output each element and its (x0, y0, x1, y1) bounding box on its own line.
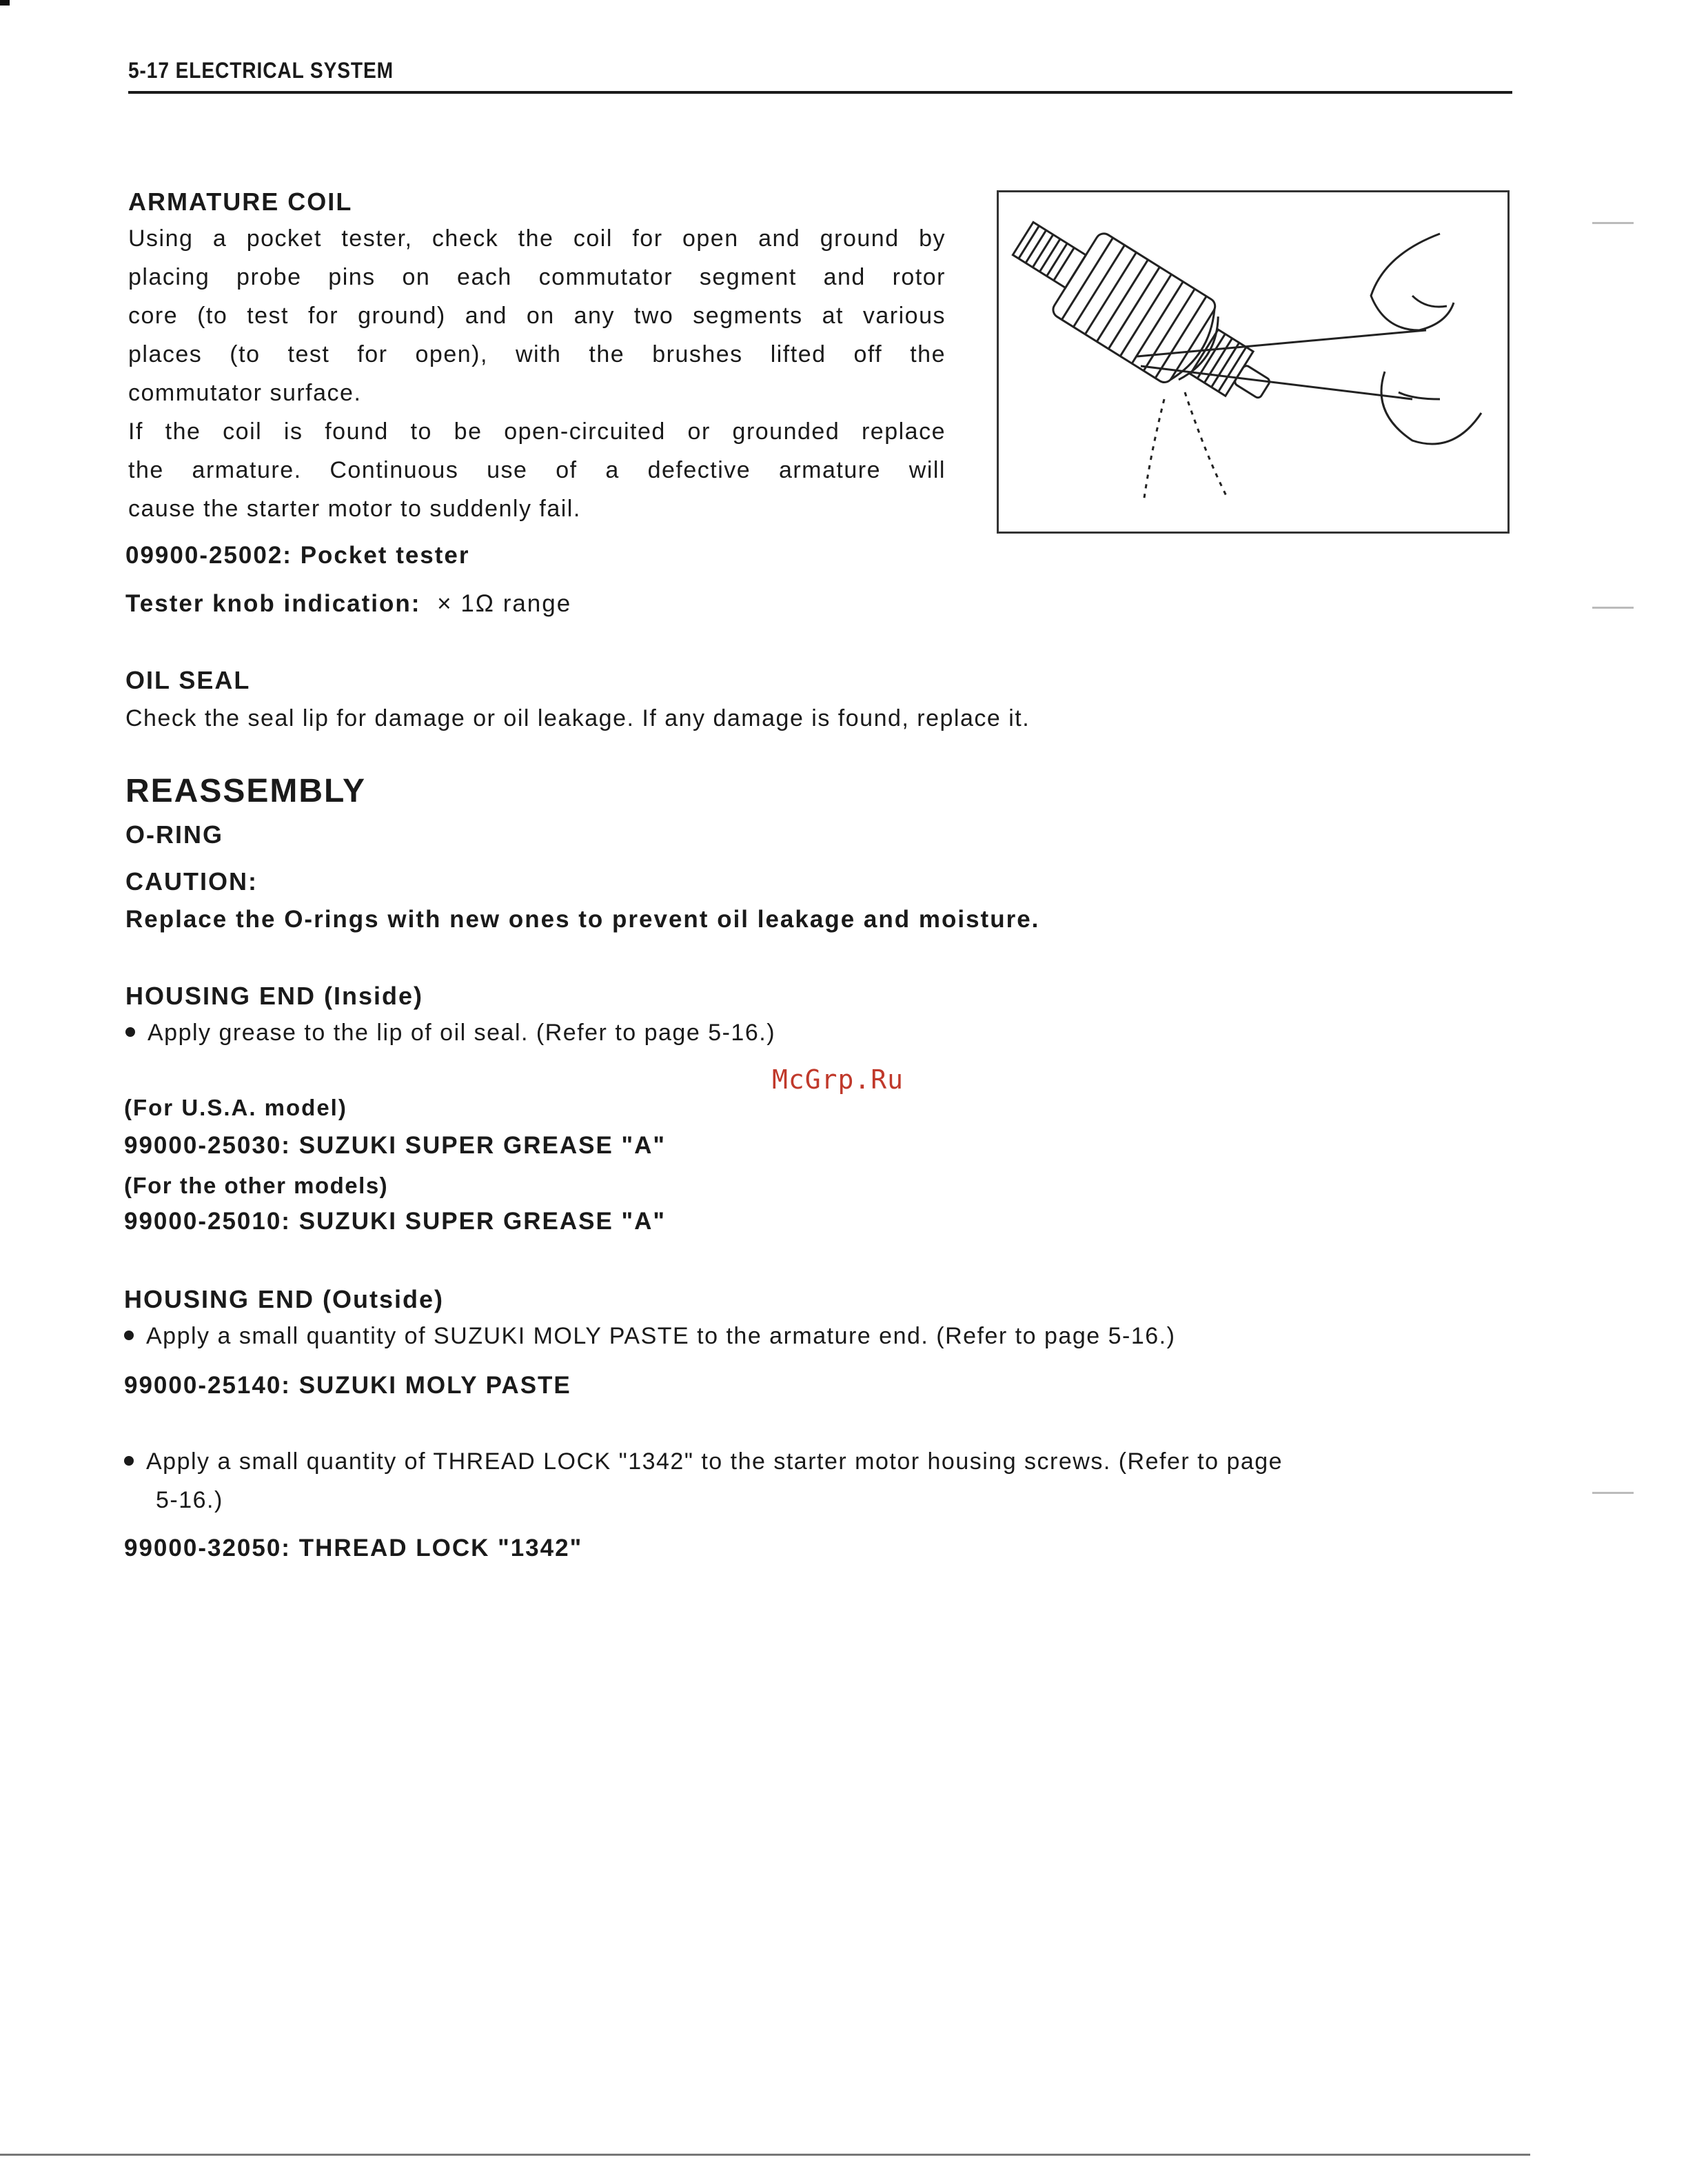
thread-lock-part-number: 99000-32050: THREAD LOCK "1342" (124, 1535, 583, 1561)
thread-lock-bullet-text: Apply a small quantity of THREAD LOCK "1342" to the starter motor housing screws. (Refer to page (146, 1448, 1283, 1475)
thread-lock-bullet (124, 1442, 1283, 1481)
watermark: McGrp.Ru (772, 1064, 904, 1095)
tester-knob-indication (125, 590, 571, 618)
page-corner-mark (0, 0, 10, 6)
text-line: core (to test for ground) and on any two segments at various (128, 303, 946, 329)
tester-knob-label: Tester knob indication: (125, 590, 421, 617)
armature-test-figure (997, 190, 1510, 534)
bullet-icon (124, 1331, 134, 1340)
text-line: the armature. Continuous use of a defective armature will (128, 457, 946, 483)
caution-heading: CAUTION: (125, 867, 258, 896)
armature-coil-paragraph-2 (128, 412, 946, 528)
usa-model-label: (For U.S.A. model) (124, 1095, 347, 1120)
o-ring-heading: O-RING (125, 820, 223, 849)
scan-edge-mark (1592, 607, 1634, 609)
text-line: cause the starter motor to suddenly fail. (128, 496, 581, 522)
hand-upper (1371, 234, 1454, 330)
scan-edge-mark (1592, 1492, 1634, 1494)
armature-test-illustration (999, 192, 1507, 532)
text-line: placing probe pins on each commutator segment and rotor (128, 264, 946, 290)
housing-end-outside-heading: HOUSING END (Outside) (124, 1285, 445, 1313)
bullet-icon (125, 1027, 135, 1037)
tester-probe-upper (1137, 330, 1426, 356)
footer-rule (0, 2154, 1530, 2156)
text-line: If the coil is found to be open-circuited or grounded replace (128, 418, 946, 445)
moly-paste-part-number: 99000-25140: SUZUKI MOLY PASTE (124, 1372, 571, 1399)
scan-edge-mark (1592, 222, 1634, 224)
header-rule (128, 91, 1512, 94)
bullet-icon (124, 1456, 134, 1466)
housing-inside-bullet (125, 1013, 775, 1052)
text-line: commutator surface. (128, 380, 362, 406)
housing-outside-bullet-text: Apply a small quantity of SUZUKI MOLY PASTE to the armature end. (Refer to page 5-16.) (146, 1323, 1176, 1349)
thread-lock-bullet-continuation: 5-16.) (156, 1487, 223, 1513)
housing-outside-bullet (124, 1317, 1175, 1355)
tester-knob-value: × 1Ω range (437, 590, 572, 617)
pocket-tester-part-number: 09900-25002: Pocket tester (125, 542, 470, 569)
text-line: Using a pocket tester, check the coil for open and ground by (128, 225, 946, 252)
armature-coil-heading: ARMATURE COIL (128, 188, 353, 216)
text-line: places (to test for open), with the brushes lifted off the (128, 341, 946, 367)
other-models-label: (For the other models) (124, 1173, 389, 1198)
reassembly-heading: REASSEMBLY (125, 773, 366, 809)
housing-inside-bullet-text: Apply grease to the lip of oil seal. (Refer to page 5-16.) (148, 1020, 776, 1046)
armature-coil-paragraph-1 (128, 219, 946, 412)
hand-lower (1381, 372, 1481, 444)
other-grease-part-number: 99000-25010: SUZUKI SUPER GREASE "A" (124, 1208, 666, 1235)
test-lead-1 (1144, 399, 1164, 503)
page-header: 5-17 ELECTRICAL SYSTEM (128, 58, 394, 83)
housing-end-inside-heading: HOUSING END (Inside) (125, 982, 424, 1010)
oil-seal-heading: OIL SEAL (125, 666, 251, 694)
oil-seal-text: Check the seal lip for damage or oil leakage. If any damage is found, replace it. (125, 705, 1030, 731)
usa-grease-part-number: 99000-25030: SUZUKI SUPER GREASE "A" (124, 1132, 666, 1159)
test-lead-2 (1185, 392, 1226, 496)
tester-probe-lower (1141, 366, 1412, 399)
caution-text: Replace the O-rings with new ones to prevent oil leakage and moisture. (125, 906, 1040, 933)
